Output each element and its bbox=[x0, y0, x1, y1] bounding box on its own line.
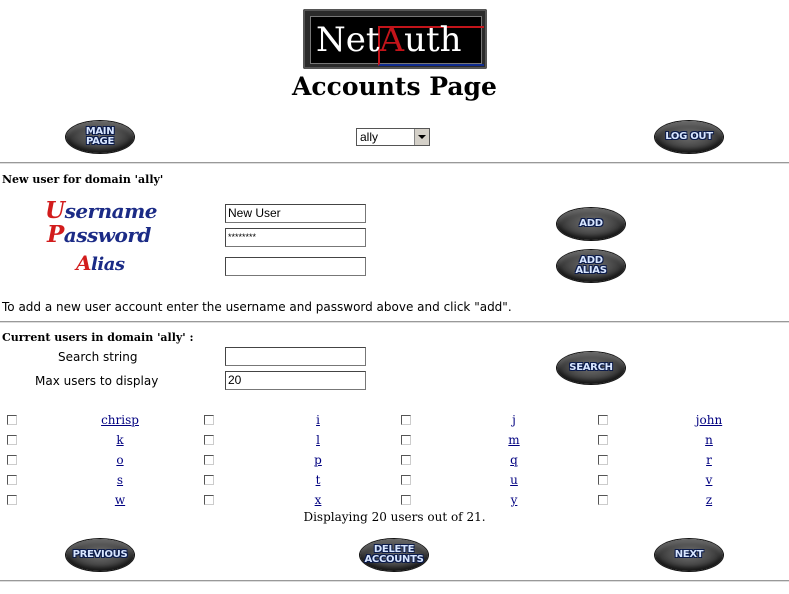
user-link[interactable]: q bbox=[510, 453, 518, 467]
next-button[interactable] bbox=[655, 539, 723, 571]
user-checkbox[interactable] bbox=[204, 475, 214, 485]
page-title: Accounts Page bbox=[292, 72, 497, 101]
main-page-label: MAIN PAGE bbox=[85, 126, 115, 147]
divider bbox=[0, 321, 789, 323]
user-checkbox[interactable] bbox=[204, 455, 214, 465]
user-checkbox[interactable] bbox=[204, 435, 214, 445]
log-out-label: LOG OUT bbox=[665, 131, 713, 142]
user-checkbox[interactable] bbox=[598, 415, 608, 425]
delete-accounts-button[interactable] bbox=[360, 539, 428, 571]
main-page-button[interactable] bbox=[66, 121, 134, 153]
search-label: SEARCH bbox=[569, 362, 613, 373]
user-link[interactable]: w bbox=[114, 493, 126, 507]
username-label: Username bbox=[45, 197, 157, 224]
user-link[interactable]: k bbox=[116, 433, 124, 447]
logo-text-a: A bbox=[379, 20, 405, 60]
max-users-input[interactable]: 20 bbox=[225, 371, 366, 390]
user-link[interactable]: l bbox=[316, 433, 320, 447]
add-alias-label: ADD ALIAS bbox=[575, 255, 607, 276]
user-checkbox[interactable] bbox=[7, 435, 17, 445]
previous-label: PREVIOUS bbox=[72, 549, 128, 560]
log-out-button[interactable] bbox=[655, 121, 723, 153]
user-link[interactable]: z bbox=[705, 493, 713, 507]
user-checkbox[interactable] bbox=[7, 455, 17, 465]
current-users-heading: Current users in domain 'ally' : bbox=[2, 331, 194, 344]
add-alias-button[interactable] bbox=[557, 250, 625, 282]
user-link[interactable]: v bbox=[705, 473, 713, 487]
user-link[interactable]: p bbox=[314, 453, 322, 467]
user-link[interactable]: y bbox=[510, 493, 518, 507]
user-checkbox[interactable] bbox=[7, 475, 17, 485]
user-checkbox[interactable] bbox=[401, 495, 411, 505]
user-count-status: Displaying 20 users out of 21. bbox=[303, 510, 486, 524]
next-label: NEXT bbox=[674, 549, 704, 560]
password-input[interactable]: ******** bbox=[225, 228, 366, 247]
user-link[interactable]: s bbox=[116, 473, 124, 487]
user-checkbox[interactable] bbox=[598, 455, 608, 465]
delete-accounts-label: DELETE ACCOUNTS bbox=[364, 544, 424, 565]
logo-text-uth: uth bbox=[404, 20, 462, 60]
user-checkbox[interactable] bbox=[401, 415, 411, 425]
user-checkbox[interactable] bbox=[7, 415, 17, 425]
netauth-logo bbox=[303, 9, 487, 69]
alias-input[interactable] bbox=[225, 257, 366, 276]
user-link[interactable]: t bbox=[315, 473, 321, 487]
user-link[interactable]: j bbox=[512, 413, 516, 427]
user-checkbox[interactable] bbox=[204, 495, 214, 505]
search-input[interactable] bbox=[225, 347, 366, 366]
alias-label: Alias bbox=[76, 251, 125, 275]
add-label: ADD bbox=[579, 218, 603, 229]
user-link[interactable]: x bbox=[314, 493, 322, 507]
user-checkbox[interactable] bbox=[598, 495, 608, 505]
previous-button[interactable] bbox=[66, 539, 134, 571]
search-string-label: Search string bbox=[58, 350, 138, 364]
user-checkbox[interactable] bbox=[598, 475, 608, 485]
user-link[interactable]: i bbox=[316, 413, 320, 427]
username-input[interactable]: New User bbox=[225, 204, 366, 223]
user-link[interactable]: chrisp bbox=[101, 413, 139, 427]
user-checkbox[interactable] bbox=[401, 455, 411, 465]
user-checkbox[interactable] bbox=[598, 435, 608, 445]
user-link[interactable]: o bbox=[116, 453, 124, 467]
search-button[interactable] bbox=[557, 352, 625, 384]
domain-select-value: ally bbox=[360, 130, 379, 144]
divider bbox=[0, 162, 789, 164]
user-checkbox[interactable] bbox=[204, 415, 214, 425]
user-link[interactable]: u bbox=[510, 473, 518, 487]
user-link[interactable]: n bbox=[705, 433, 713, 447]
user-link[interactable]: john bbox=[695, 413, 723, 427]
chevron-down-icon[interactable] bbox=[414, 129, 429, 145]
user-checkbox[interactable] bbox=[7, 495, 17, 505]
password-label: Password bbox=[47, 221, 151, 248]
user-checkbox[interactable] bbox=[401, 475, 411, 485]
add-button[interactable] bbox=[557, 208, 625, 240]
domain-select[interactable] bbox=[356, 128, 430, 146]
user-link[interactable]: r bbox=[706, 453, 712, 467]
new-user-heading: New user for domain 'ally' bbox=[2, 173, 164, 186]
add-user-instructions: To add a new user account enter the username and password above and click "add". bbox=[2, 300, 512, 314]
logo-text-net: Net bbox=[316, 20, 380, 60]
user-link[interactable]: m bbox=[508, 433, 520, 447]
max-users-label: Max users to display bbox=[35, 374, 159, 388]
user-checkbox[interactable] bbox=[401, 435, 411, 445]
divider bbox=[0, 580, 789, 582]
